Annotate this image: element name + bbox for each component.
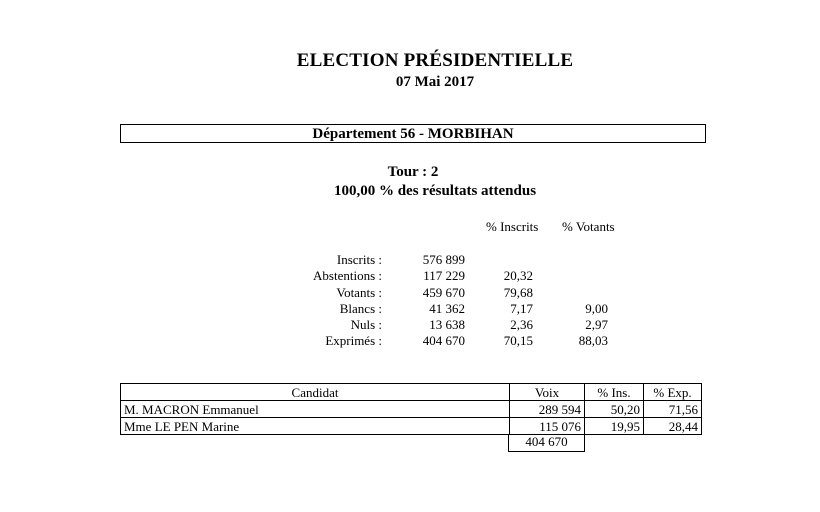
total-voix: 404 670 xyxy=(508,434,585,452)
stat-value: 404 670 xyxy=(422,333,465,348)
stat-pct-votants: 9,00 xyxy=(585,301,608,316)
stat-label: Blancs : xyxy=(339,301,382,316)
candidate-pct-exp: 28,44 xyxy=(644,418,702,435)
candidates-table xyxy=(120,383,702,435)
stat-pct-inscrits: 7,17 xyxy=(510,301,533,316)
candidate-pct-exp: 71,56 xyxy=(644,401,702,418)
stat-pct-inscrits: 20,32 xyxy=(503,268,533,283)
candidate-voix: 115 076 xyxy=(510,418,585,435)
candidate-name: Mme LE PEN Marine xyxy=(121,418,510,435)
stat-label: Exprimés : xyxy=(325,333,382,348)
results-percentage: 100,00 % des résultats attendus xyxy=(333,183,537,199)
table-header-row xyxy=(121,384,702,401)
header-candidat: Candidat xyxy=(121,384,510,401)
candidate-voix: 289 594 xyxy=(510,401,585,418)
header-pct-ins: % Ins. xyxy=(585,384,644,401)
tour-label: Tour : 2 xyxy=(387,164,439,180)
candidate-pct-ins: 50,20 xyxy=(585,401,644,418)
stat-label: Nuls : xyxy=(350,317,382,332)
candidate-name: M. MACRON Emmanuel xyxy=(121,401,510,418)
col-header-votants: % Votants xyxy=(562,219,615,234)
table-row xyxy=(121,418,702,435)
stat-label: Inscrits : xyxy=(336,252,382,267)
candidate-pct-ins: 19,95 xyxy=(585,418,644,435)
stat-pct-votants: 88,03 xyxy=(578,333,608,348)
department-banner: Département 56 - MORBIHAN xyxy=(120,124,706,143)
header-pct-exp: % Exp. xyxy=(644,384,702,401)
election-date: 07 Mai 2017 xyxy=(395,74,475,90)
table-row xyxy=(121,401,702,418)
stat-value: 459 670 xyxy=(422,285,465,300)
stat-value: 41 362 xyxy=(429,301,465,316)
stat-pct-inscrits: 79,68 xyxy=(503,285,533,300)
stat-pct-votants: 2,97 xyxy=(585,317,608,332)
stat-label: Votants : xyxy=(336,285,382,300)
col-header-inscrits: % Inscrits xyxy=(486,219,539,234)
stat-label: Abstentions : xyxy=(313,268,382,283)
stat-value: 13 638 xyxy=(429,317,465,332)
stat-value: 576 899 xyxy=(422,252,465,267)
stat-value: 117 229 xyxy=(423,268,465,283)
stat-pct-inscrits: 2,36 xyxy=(510,317,533,332)
header-voix: Voix xyxy=(510,384,585,401)
page-title: ELECTION PRÉSIDENTIELLE xyxy=(296,50,574,71)
stat-pct-inscrits: 70,15 xyxy=(503,333,533,348)
